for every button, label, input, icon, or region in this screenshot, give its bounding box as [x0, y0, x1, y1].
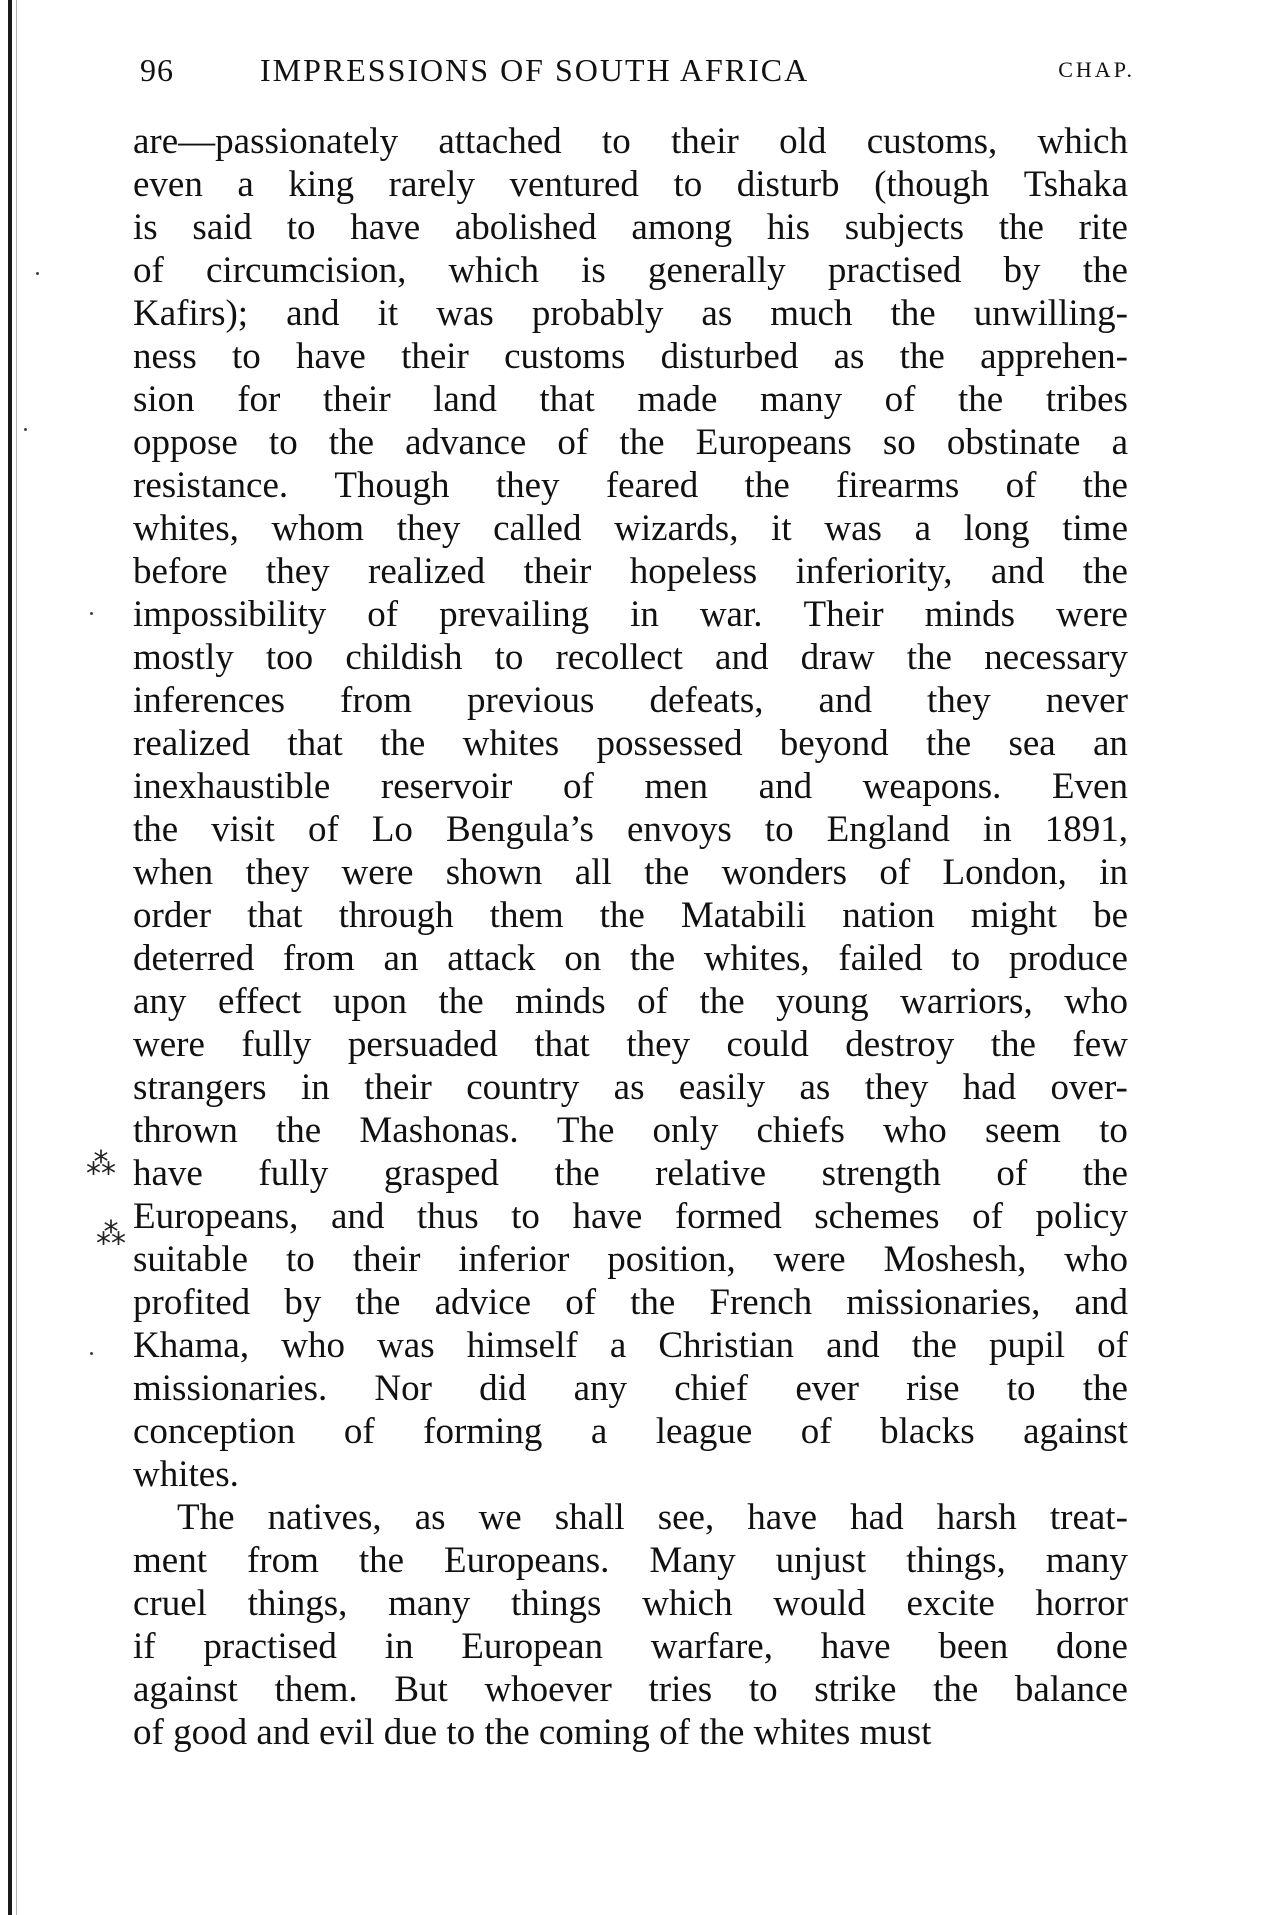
text-line: Europeans, and thus to have formed schemes of policy	[133, 1196, 1128, 1237]
text-line: strangers in their country as easily as they had over-	[133, 1067, 1128, 1108]
text-line: the visit of Lo Bengula’s envoys to England in 1891,	[133, 809, 1128, 850]
text-line: ment from the Europeans. Many unjust things, many	[133, 1540, 1128, 1581]
text-line: thrown the Mashonas. The only chiefs who seem to	[133, 1110, 1128, 1151]
text-line: of good and evil due to the coming of the whites must	[133, 1712, 932, 1753]
text-line: impossibility of prevailing in war. Their minds were	[133, 594, 1128, 635]
text-line: suitable to their inferior position, were Moshesh, who	[133, 1239, 1128, 1280]
margin-tick-mark: ⁂	[86, 1147, 116, 1182]
ink-speck	[24, 428, 27, 431]
text-line: profited by the advice of the French missionaries, and	[133, 1282, 1128, 1323]
text-line: when they were shown all the wonders of London, in	[133, 852, 1128, 893]
text-line: deterred from an attack on the whites, failed to produce	[133, 938, 1128, 979]
text-line: resistance. Though they feared the firearms of the	[133, 465, 1128, 506]
text-line: were fully persuaded that they could destroy the few	[133, 1024, 1128, 1065]
binding-edge-shadow	[16, 0, 17, 1915]
text-line: whites.	[133, 1454, 239, 1495]
body-text	[133, 120, 1128, 1754]
text-line: conception of forming a league of blacks against	[133, 1411, 1128, 1452]
page-number: 96	[140, 52, 174, 88]
text-line: have fully grasped the relative strength of the	[133, 1153, 1128, 1194]
ink-speck	[36, 272, 39, 275]
text-line: is said to have abolished among his subjects the rite	[133, 207, 1128, 248]
text-line: before they realized their hopeless inferiority, and the	[133, 551, 1128, 592]
text-line: missionaries. Nor did any chief ever rise to the	[133, 1368, 1128, 1409]
chapter-label: CHAP.	[1058, 57, 1135, 82]
text-line: oppose to the advance of the Europeans so obstinate a	[133, 422, 1128, 463]
text-line: ness to have their customs disturbed as the apprehen-	[133, 336, 1128, 377]
text-line: of circumcision, which is generally practised by the	[133, 250, 1128, 291]
text-line: realized that the whites possessed beyond the sea an	[133, 723, 1128, 764]
ink-speck	[90, 612, 93, 615]
text-line: are—passionately attached to their old customs, which	[133, 121, 1128, 162]
text-line: order that through them the Matabili nation might be	[133, 895, 1128, 936]
text-line: even a king rarely ventured to disturb (though Tshaka	[133, 164, 1128, 205]
text-line: if practised in European warfare, have been done	[133, 1626, 1128, 1667]
text-line: mostly too childish to recollect and draw the necessary	[133, 637, 1128, 678]
text-line: cruel things, many things which would excite horror	[133, 1583, 1128, 1624]
binding-edge	[8, 0, 12, 1915]
running-title: IMPRESSIONS OF SOUTH AFRICA	[260, 52, 810, 88]
text-line: inexhaustible reservoir of men and weapons. Even	[133, 766, 1128, 807]
text-line: whites, whom they called wizards, it was a long time	[133, 508, 1128, 549]
text-line: any effect upon the minds of the young warriors, who	[133, 981, 1128, 1022]
text-line: Kafirs); and it was probably as much the unwilling-	[133, 293, 1128, 334]
text-line: inferences from previous defeats, and they never	[133, 680, 1128, 721]
text-line: sion for their land that made many of the tribes	[133, 379, 1128, 420]
text-line: The natives, as we shall see, have had harsh treat-	[177, 1497, 1128, 1538]
margin-tick-mark: ⁂	[96, 1217, 126, 1252]
ink-speck	[90, 1352, 93, 1355]
text-line: against them. But whoever tries to strike the balance	[133, 1669, 1128, 1710]
running-head	[140, 50, 1135, 90]
text-line: Khama, who was himself a Christian and the pupil of	[133, 1325, 1128, 1366]
